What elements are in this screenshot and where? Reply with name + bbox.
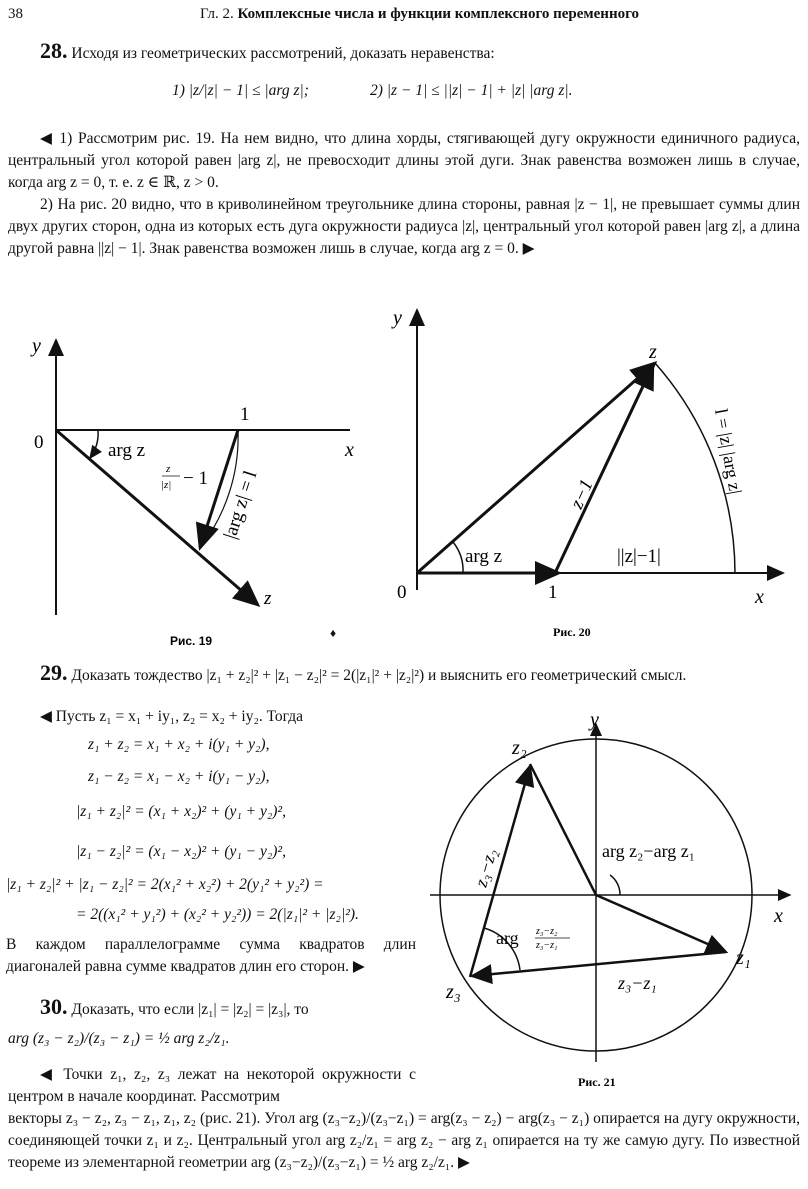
center-marker: ♦ xyxy=(330,626,337,640)
fig19-chord-num: z xyxy=(166,463,171,475)
fig20-z-vector xyxy=(417,363,655,573)
running-header xyxy=(200,6,639,23)
problem-28-text: Исходя из геометрических рассмотрений, доказать неравенства: xyxy=(71,45,495,62)
fig20-segment-label: ||z|−1| xyxy=(617,546,661,567)
fig21-z3-angle-den: z₃−z₁ xyxy=(536,940,558,951)
fig21-z3-z1-vector xyxy=(472,952,726,976)
fig21-z2-label: z₂ xyxy=(512,737,527,759)
solution-30-body: векторы z₃ − z₂, z₃ − z₁, z₁, z₂ (рис. 21). Угол arg (z₃−z₂)/(z₃−z₁) = arg(z₃ − z₂) − arg(z₃ − z₁) опирается на дугу окружности, соединяющей точки z₁ и z₂. Центральный угол arg z₂/z₁ = arg z₂ − arg z₁ опирается на ту же самую дугу. По известной теореме из элементарной геометрии arg (z₃−z₂)/(z₃−z₁) = ½ arg z₂/z₁. ▶ xyxy=(8,1110,800,1171)
fig21-side-z3z1: z₃−z₁ xyxy=(618,973,657,993)
fig19-chord-rest: − 1 xyxy=(183,468,208,489)
fig21-z3-label: z₃ xyxy=(446,981,461,1003)
fig19-x-label: x xyxy=(345,439,354,461)
solution-30-intro: ◀ Точки z₁, z₂, z₃ лежат на некоторой окружности с центром в начале координат. Рассмотрим xyxy=(8,1066,416,1105)
problem-28-number: 28. xyxy=(40,38,68,63)
fig19-arc-label: |arg z| = l xyxy=(219,468,262,542)
solution-29-conclusion: В каждом параллелограмме сумма квадратов длин диагоналей равна сумме квадратов длин его сторон. ▶ xyxy=(6,936,416,975)
equation-4: |z₁ − z₂|² = (x₁ − x₂)² + (y₁ − y₂)², xyxy=(76,843,286,860)
fig19-caption: Рис. 19 xyxy=(170,634,213,648)
equation-2: z₁ − z₂ = x₁ − x₂ + i(y₁ − y₂), xyxy=(88,768,270,785)
equation-5: |z₁ + z₂|² + |z₁ − z₂|² = 2(x₁² + x₂²) + 2(y₁² + y₂²) = xyxy=(6,876,324,893)
figure-21 xyxy=(430,712,805,1092)
figure-19 xyxy=(20,320,380,650)
fig20-z-label: z xyxy=(649,341,657,363)
fig21-side-z3z2: z₃−z₂ xyxy=(470,846,501,890)
fig19-origin-label: 0 xyxy=(34,432,44,453)
problem-30-statement xyxy=(40,996,416,1021)
fig20-x-label: x xyxy=(755,586,764,608)
fig21-y-label: y xyxy=(590,712,599,731)
solution-28-part1: ◀ 1) Рассмотрим рис. 19. На нем видно, что длина хорды, стягивающей дугу окружности единичного радиуса, центральный угол которой равен |arg z|, не превосходит длины этой дуги. Знак равенства возможен лишь в случае, когда arg z = 0, т. е. z ∈ ℝ, z > 0. xyxy=(8,130,800,191)
fig20-arc-label: l = |z| |arg z| xyxy=(711,407,746,496)
fig20-angle-arc xyxy=(453,542,463,573)
fig21-x-label: x xyxy=(774,905,783,927)
equation-1: z₁ + z₂ = x₁ + x₂ + i(y₁ + y₂), xyxy=(88,736,270,753)
chapter-label: Гл. 2. xyxy=(200,6,234,22)
fig19-angle-arc xyxy=(90,430,98,458)
fig20-caption: Рис. 20 xyxy=(553,625,591,639)
problem-29-statement xyxy=(40,662,800,687)
figure-20 xyxy=(385,300,800,650)
problem-29-text: Доказать тождество |z₁ + z₂|² + |z₁ − z₂|² = 2(|z₁|² + |z₂|²) и выяснить его геометрический смысл. xyxy=(71,667,687,684)
problem-30-number: 30. xyxy=(40,994,68,1019)
problem-29-number: 29. xyxy=(40,660,68,685)
fig19-one-label: 1 xyxy=(240,404,250,425)
fig19-chord-den: |z| xyxy=(161,479,172,491)
chapter-title: Комплексные числа и функции комплексного переменного xyxy=(237,6,640,22)
fig20-origin-label: 0 xyxy=(397,582,407,603)
fig21-z1-label: z₁ xyxy=(736,947,751,969)
fig20-angle-label: arg z xyxy=(465,546,503,567)
inequality-2: 2) |z − 1| ≤ ||z| − 1| + |z| |arg z|. xyxy=(370,82,573,99)
fig20-z-minus-1-vector xyxy=(555,365,653,573)
solution-29-intro: ◀ Пусть z₁ = x₁ + iy₁, z₂ = x₂ + iy₂. Тогда xyxy=(40,708,304,725)
fig21-z2-vector xyxy=(530,764,596,895)
fig21-caption: Рис. 21 xyxy=(578,1075,616,1089)
solution-28-part2: 2) На рис. 20 видно, что в криволинейном треугольнике длина стороны, равная |z − 1|, не превышает суммы длин двух других сторон, одна из которых есть дуга окружности радиуса |z|, центральный угол которой равен |arg z|, а длина другой равна ||z| − 1|. Знак равенства возможен лишь в случае, когда arg z = 0. ▶ xyxy=(8,196,800,257)
fig21-center-angle-label: arg z₂−arg z₁ xyxy=(602,841,695,861)
fig19-z-label: z xyxy=(264,588,272,609)
inequality-1: 1) |z/|z| − 1| ≤ |arg z|; xyxy=(172,82,309,99)
problem-30-formula: arg (z₃ − z₂)/(z₃ − z₁) = ½ arg z₂/z₁. xyxy=(8,1030,230,1047)
fig20-one-label: 1 xyxy=(548,582,558,603)
fig20-y-label: y xyxy=(393,307,402,329)
equation-6: = 2((x₁² + y₁²) + (x₂² + y₂²)) = 2(|z₁|² + |z₂|²). xyxy=(76,906,359,923)
problem-28-statement xyxy=(40,40,800,65)
fig21-z1-vector xyxy=(596,895,726,952)
fig21-z3-angle-prefix: arg xyxy=(496,928,519,948)
page-number: 38 xyxy=(8,6,23,22)
fig19-y-label: y xyxy=(32,335,41,357)
fig21-z3-angle-num: z₃−z₂ xyxy=(536,926,558,937)
fig21-center-angle-arc xyxy=(610,875,620,895)
fig20-side-label: z−1 xyxy=(566,476,598,513)
fig19-angle-label: arg z xyxy=(108,440,146,461)
equation-3: |z₁ + z₂|² = (x₁ + x₂)² + (y₁ + y₂)², xyxy=(76,803,286,820)
problem-30-text: Доказать, что если |z₁| = |z₂| = |z₃|, то xyxy=(71,1001,309,1018)
